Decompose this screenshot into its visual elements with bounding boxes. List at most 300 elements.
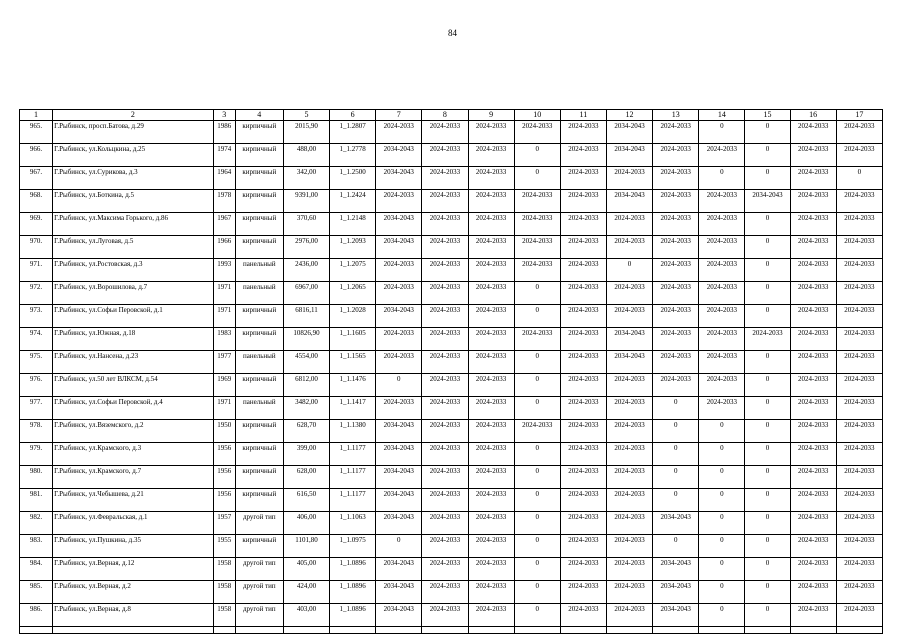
empty-cell bbox=[422, 627, 468, 634]
table-cell: 2024-2033 bbox=[514, 328, 560, 351]
table-cell: 2024-2033 bbox=[422, 512, 468, 535]
table-cell: 0 bbox=[376, 535, 422, 558]
table-row bbox=[20, 466, 883, 489]
table-cell: 1_1.1177 bbox=[330, 466, 376, 489]
table-cell: 2034-2043 bbox=[606, 351, 652, 374]
table-row bbox=[20, 305, 883, 328]
table-row bbox=[20, 374, 883, 397]
address-cell: Г.Рыбинск, ул.Чебышева, д.21 bbox=[53, 489, 214, 512]
table-cell: 0 bbox=[699, 604, 745, 627]
table-cell: 2024-2033 bbox=[468, 512, 514, 535]
table-cell: 0 bbox=[653, 443, 699, 466]
table-cell: 0 bbox=[699, 489, 745, 512]
table-cell: 1_1.2075 bbox=[330, 259, 376, 282]
table-cell: 2024-2033 bbox=[468, 420, 514, 443]
table-cell: 974. bbox=[20, 328, 53, 351]
address-cell: Г.Рыбинск, ул.Южная, д.18 bbox=[53, 328, 214, 351]
table-cell: 1958 bbox=[213, 558, 235, 581]
table-cell: 2024-2033 bbox=[653, 236, 699, 259]
table-cell: 2024-2033 bbox=[836, 535, 882, 558]
table-cell: 9391,00 bbox=[283, 190, 329, 213]
table-cell: 1971 bbox=[213, 282, 235, 305]
table-cell: 2024-2033 bbox=[699, 351, 745, 374]
table-row bbox=[20, 512, 883, 535]
table-cell: 2024-2033 bbox=[560, 466, 606, 489]
table-cell: 984. bbox=[20, 558, 53, 581]
address-cell: Г.Рыбинск, ул.Максима Горького, д.86 bbox=[53, 213, 214, 236]
table-cell: 2024-2033 bbox=[790, 604, 836, 627]
table-cell: 0 bbox=[745, 558, 790, 581]
table-cell: 2024-2033 bbox=[606, 581, 652, 604]
table-cell: 403,00 bbox=[283, 604, 329, 627]
table-cell: 1966 bbox=[213, 236, 235, 259]
table-cell: 2024-2033 bbox=[422, 351, 468, 374]
table-cell: 1_1.1565 bbox=[330, 351, 376, 374]
table-cell: 0 bbox=[514, 397, 560, 420]
table-cell: 2024-2033 bbox=[836, 351, 882, 374]
column-header: 17 bbox=[836, 110, 882, 121]
table-row bbox=[20, 121, 883, 144]
table-cell: 980. bbox=[20, 466, 53, 489]
table-cell: 2024-2033 bbox=[606, 558, 652, 581]
table-cell: 2024-2033 bbox=[422, 190, 468, 213]
table-row bbox=[20, 213, 883, 236]
table-cell: 2024-2033 bbox=[653, 144, 699, 167]
table-cell: 1964 bbox=[213, 167, 235, 190]
table-cell: 2024-2033 bbox=[560, 512, 606, 535]
address-cell: Г.Рыбинск, ул.Луговая, д.5 bbox=[53, 236, 214, 259]
table-cell: 976. bbox=[20, 374, 53, 397]
table-cell: 2024-2033 bbox=[376, 397, 422, 420]
table-cell: 1977 bbox=[213, 351, 235, 374]
table-cell: 0 bbox=[653, 397, 699, 420]
table-cell: 0 bbox=[745, 167, 790, 190]
table-cell: 2024-2033 bbox=[836, 305, 882, 328]
table-cell: 2024-2033 bbox=[653, 259, 699, 282]
table-cell: 2015,90 bbox=[283, 121, 329, 144]
table-cell: 0 bbox=[514, 144, 560, 167]
table-cell: 2024-2033 bbox=[422, 489, 468, 512]
table-cell: 981. bbox=[20, 489, 53, 512]
table-cell: 2024-2033 bbox=[422, 420, 468, 443]
address-cell: Г.Рыбинск, просп.Батова, д.29 bbox=[53, 121, 214, 144]
table-cell: 2024-2033 bbox=[699, 328, 745, 351]
table-cell: 2024-2033 bbox=[836, 282, 882, 305]
table-cell: 2024-2033 bbox=[790, 236, 836, 259]
table-cell: 2024-2033 bbox=[790, 535, 836, 558]
table-cell: 2024-2033 bbox=[790, 351, 836, 374]
table-cell: 2024-2033 bbox=[422, 535, 468, 558]
empty-cell bbox=[653, 627, 699, 634]
table-cell: 2024-2033 bbox=[560, 167, 606, 190]
table-cell: 2024-2033 bbox=[376, 190, 422, 213]
table-cell: 2024-2033 bbox=[699, 397, 745, 420]
table-cell: 0 bbox=[745, 121, 790, 144]
table-cell: 0 bbox=[653, 420, 699, 443]
table-cell: 2024-2033 bbox=[790, 443, 836, 466]
table-cell: 1955 bbox=[213, 535, 235, 558]
table-bottom-spacer bbox=[20, 627, 883, 634]
table-cell: кирпичный bbox=[235, 466, 283, 489]
table-cell: 2024-2033 bbox=[836, 558, 882, 581]
address-cell: Г.Рыбинск, ул.Нансена, д.23 bbox=[53, 351, 214, 374]
table-cell: 2024-2033 bbox=[836, 581, 882, 604]
table-cell: 0 bbox=[514, 512, 560, 535]
column-header: 1 bbox=[20, 110, 53, 121]
table-cell: 1_1.0975 bbox=[330, 535, 376, 558]
table-cell: 2034-2043 bbox=[606, 144, 652, 167]
table-cell: кирпичный bbox=[235, 535, 283, 558]
empty-cell bbox=[836, 627, 882, 634]
table-cell: 0 bbox=[514, 535, 560, 558]
address-cell: Г.Рыбинск, ул.Боткина, д.5 bbox=[53, 190, 214, 213]
address-cell: Г.Рыбинск, ул.Верная, д.12 bbox=[53, 558, 214, 581]
empty-cell bbox=[376, 627, 422, 634]
column-header: 11 bbox=[560, 110, 606, 121]
table-cell: 2024-2033 bbox=[836, 236, 882, 259]
table-cell: 2024-2033 bbox=[606, 420, 652, 443]
table-cell: 2024-2033 bbox=[699, 213, 745, 236]
table-cell: 985. bbox=[20, 581, 53, 604]
table-cell: 1_1.2500 bbox=[330, 167, 376, 190]
empty-cell bbox=[790, 627, 836, 634]
table-cell: 2024-2033 bbox=[606, 305, 652, 328]
table-cell: 0 bbox=[745, 305, 790, 328]
table-cell: 967. bbox=[20, 167, 53, 190]
table-cell: 0 bbox=[699, 443, 745, 466]
table-cell: кирпичный bbox=[235, 213, 283, 236]
table-cell: 2034-2043 bbox=[606, 121, 652, 144]
table-cell: 2024-2033 bbox=[376, 328, 422, 351]
table-row bbox=[20, 558, 883, 581]
table-cell: 2024-2033 bbox=[699, 259, 745, 282]
table-cell: 2034-2043 bbox=[745, 190, 790, 213]
table-cell: 1_1.1177 bbox=[330, 489, 376, 512]
table-cell: 2976,00 bbox=[283, 236, 329, 259]
table-cell: 424,00 bbox=[283, 581, 329, 604]
table-cell: 2024-2033 bbox=[653, 121, 699, 144]
table-cell: 2024-2033 bbox=[422, 328, 468, 351]
table-cell: 2024-2033 bbox=[422, 121, 468, 144]
table-cell: 1958 bbox=[213, 581, 235, 604]
table-cell: 2024-2033 bbox=[560, 558, 606, 581]
table-cell: 2024-2033 bbox=[836, 213, 882, 236]
table-cell: 0 bbox=[514, 489, 560, 512]
table-cell: 969. bbox=[20, 213, 53, 236]
table-cell: 2024-2033 bbox=[422, 259, 468, 282]
table-cell: 1956 bbox=[213, 443, 235, 466]
table-cell: 2024-2033 bbox=[560, 351, 606, 374]
address-cell: Г.Рыбинск, ул.Сурикова, д.3 bbox=[53, 167, 214, 190]
table-cell: 0 bbox=[745, 259, 790, 282]
table-cell: 2024-2033 bbox=[606, 489, 652, 512]
table-row bbox=[20, 420, 883, 443]
table-row bbox=[20, 443, 883, 466]
table-cell: 2034-2043 bbox=[376, 236, 422, 259]
address-cell: Г.Рыбинск, ул.50 лет ВЛКСМ, д.54 bbox=[53, 374, 214, 397]
table-cell: 2024-2033 bbox=[699, 144, 745, 167]
address-cell: Г.Рыбинск, ул.Крамского, д.3 bbox=[53, 443, 214, 466]
table-cell: 2024-2033 bbox=[560, 420, 606, 443]
table-cell: 2024-2033 bbox=[376, 351, 422, 374]
table-cell: 2024-2033 bbox=[790, 282, 836, 305]
table-cell: 2024-2033 bbox=[422, 443, 468, 466]
table-row bbox=[20, 167, 883, 190]
table-cell: 2024-2033 bbox=[560, 604, 606, 627]
table-cell: 2024-2033 bbox=[560, 443, 606, 466]
table-cell: 2024-2033 bbox=[468, 190, 514, 213]
table-cell: 2024-2033 bbox=[376, 121, 422, 144]
table-cell: 1983 bbox=[213, 328, 235, 351]
table-cell: 0 bbox=[699, 167, 745, 190]
table-row bbox=[20, 282, 883, 305]
table-cell: 2024-2033 bbox=[560, 190, 606, 213]
table-cell: 10826,90 bbox=[283, 328, 329, 351]
table-cell: 2024-2033 bbox=[560, 581, 606, 604]
table-cell: 2024-2033 bbox=[514, 420, 560, 443]
table-cell: 0 bbox=[745, 374, 790, 397]
column-header: 10 bbox=[514, 110, 560, 121]
table-cell: 2024-2033 bbox=[699, 374, 745, 397]
table-cell: 2024-2033 bbox=[422, 213, 468, 236]
empty-cell bbox=[213, 627, 235, 634]
table-cell: 2024-2033 bbox=[514, 213, 560, 236]
table-cell: 1974 bbox=[213, 144, 235, 167]
table-cell: 2024-2033 bbox=[422, 167, 468, 190]
table-cell: 1_1.0896 bbox=[330, 581, 376, 604]
table-cell: 2024-2033 bbox=[606, 374, 652, 397]
table-cell: 1_1.1380 bbox=[330, 420, 376, 443]
table-cell: 2024-2033 bbox=[468, 558, 514, 581]
table-cell: 2024-2033 bbox=[836, 443, 882, 466]
table-cell: 0 bbox=[745, 144, 790, 167]
table-cell: 0 bbox=[745, 282, 790, 305]
table-cell: 2024-2033 bbox=[560, 489, 606, 512]
empty-cell bbox=[20, 627, 53, 634]
table-cell: 0 bbox=[514, 351, 560, 374]
table-cell: 2024-2033 bbox=[422, 144, 468, 167]
table-cell: 2024-2033 bbox=[653, 190, 699, 213]
table-cell: 1978 bbox=[213, 190, 235, 213]
empty-cell bbox=[468, 627, 514, 634]
table-cell: 488,00 bbox=[283, 144, 329, 167]
table-cell: 6816,11 bbox=[283, 305, 329, 328]
table-cell: 982. bbox=[20, 512, 53, 535]
table-cell: 0 bbox=[699, 420, 745, 443]
table-cell: 0 bbox=[745, 489, 790, 512]
column-header: 2 bbox=[53, 110, 214, 121]
empty-cell bbox=[560, 627, 606, 634]
table-cell: 0 bbox=[606, 259, 652, 282]
empty-cell bbox=[53, 627, 214, 634]
table-cell: 977. bbox=[20, 397, 53, 420]
table-cell: 1_1.2148 bbox=[330, 213, 376, 236]
table-cell: 2024-2033 bbox=[468, 489, 514, 512]
table-cell: 0 bbox=[514, 581, 560, 604]
table-cell: 2024-2033 bbox=[653, 328, 699, 351]
table-cell: 2034-2043 bbox=[606, 328, 652, 351]
table-cell: 0 bbox=[514, 558, 560, 581]
table-cell: 2024-2033 bbox=[560, 397, 606, 420]
table-cell: 2024-2033 bbox=[606, 282, 652, 305]
column-header: 12 bbox=[606, 110, 652, 121]
table-cell: 2024-2033 bbox=[560, 213, 606, 236]
table-cell: 2024-2033 bbox=[653, 282, 699, 305]
table-cell: 2034-2043 bbox=[376, 167, 422, 190]
table-cell: 616,50 bbox=[283, 489, 329, 512]
table-row bbox=[20, 236, 883, 259]
table-cell: 1_1.0896 bbox=[330, 604, 376, 627]
table-cell: 2024-2033 bbox=[514, 236, 560, 259]
table-cell: 2024-2033 bbox=[468, 351, 514, 374]
table-cell: 0 bbox=[745, 213, 790, 236]
table-cell: 628,00 bbox=[283, 466, 329, 489]
column-header: 4 bbox=[235, 110, 283, 121]
empty-cell bbox=[235, 627, 283, 634]
table-row bbox=[20, 259, 883, 282]
table-row bbox=[20, 144, 883, 167]
empty-cell bbox=[330, 627, 376, 634]
table-cell: 2024-2033 bbox=[606, 167, 652, 190]
table-cell: 2024-2033 bbox=[790, 466, 836, 489]
table-cell: 1_1.2028 bbox=[330, 305, 376, 328]
table-cell: 972. bbox=[20, 282, 53, 305]
table-cell: 0 bbox=[836, 167, 882, 190]
table-cell: кирпичный bbox=[235, 121, 283, 144]
table-cell: кирпичный bbox=[235, 328, 283, 351]
table-cell: 2024-2033 bbox=[468, 397, 514, 420]
table-cell: 2034-2043 bbox=[376, 420, 422, 443]
table-cell: 0 bbox=[514, 305, 560, 328]
table-cell: 0 bbox=[699, 466, 745, 489]
table-cell: 0 bbox=[653, 489, 699, 512]
table-cell: 975. bbox=[20, 351, 53, 374]
table-cell: 1_1.0896 bbox=[330, 558, 376, 581]
table-cell: 2024-2033 bbox=[560, 374, 606, 397]
table-cell: 406,00 bbox=[283, 512, 329, 535]
table-cell: 0 bbox=[699, 512, 745, 535]
table-cell: 2024-2033 bbox=[468, 604, 514, 627]
address-cell: Г.Рыбинск, ул.Февральская, д.1 bbox=[53, 512, 214, 535]
table-cell: 2024-2033 bbox=[836, 374, 882, 397]
table-cell: 0 bbox=[514, 443, 560, 466]
table-cell: 2024-2033 bbox=[653, 213, 699, 236]
table-cell: 2024-2033 bbox=[653, 351, 699, 374]
table-cell: 3482,00 bbox=[283, 397, 329, 420]
table-cell: 1986 bbox=[213, 121, 235, 144]
column-header: 16 bbox=[790, 110, 836, 121]
table-cell: 2024-2033 bbox=[422, 305, 468, 328]
table-cell: 2024-2033 bbox=[836, 397, 882, 420]
column-header: 8 bbox=[422, 110, 468, 121]
table-cell: 1_1.2424 bbox=[330, 190, 376, 213]
table-cell: 2024-2033 bbox=[422, 236, 468, 259]
table-cell: 0 bbox=[699, 121, 745, 144]
table-cell: 2024-2033 bbox=[606, 236, 652, 259]
table-cell: 965. bbox=[20, 121, 53, 144]
table-cell: 1956 bbox=[213, 489, 235, 512]
table-cell: кирпичный bbox=[235, 190, 283, 213]
table-cell: 2024-2033 bbox=[560, 259, 606, 282]
table-cell: 2024-2033 bbox=[422, 374, 468, 397]
table-cell: 2024-2033 bbox=[606, 397, 652, 420]
table-cell: панельный bbox=[235, 259, 283, 282]
table-cell: 2024-2033 bbox=[836, 489, 882, 512]
table-cell: 2024-2033 bbox=[836, 121, 882, 144]
table-cell: 2024-2033 bbox=[468, 144, 514, 167]
table-cell: 2024-2033 bbox=[468, 581, 514, 604]
table-cell: 0 bbox=[745, 397, 790, 420]
table-cell: другой тип bbox=[235, 581, 283, 604]
column-header: 13 bbox=[653, 110, 699, 121]
table-cell: 2024-2033 bbox=[836, 466, 882, 489]
table-cell: 1958 bbox=[213, 604, 235, 627]
table-cell: 6812,00 bbox=[283, 374, 329, 397]
table-cell: 0 bbox=[745, 443, 790, 466]
empty-cell bbox=[514, 627, 560, 634]
table-cell: 0 bbox=[514, 167, 560, 190]
table-cell: 628,70 bbox=[283, 420, 329, 443]
header-row bbox=[20, 110, 883, 121]
table-cell: 2024-2033 bbox=[836, 190, 882, 213]
table-cell: 2034-2043 bbox=[376, 443, 422, 466]
table-cell: 2024-2033 bbox=[468, 121, 514, 144]
table-cell: 2024-2033 bbox=[653, 305, 699, 328]
table-cell: кирпичный bbox=[235, 420, 283, 443]
table-cell: 0 bbox=[745, 581, 790, 604]
table-cell: 2024-2033 bbox=[468, 213, 514, 236]
table-cell: другой тип bbox=[235, 558, 283, 581]
address-cell: Г.Рыбинск, ул.Софьи Перовской, д.4 bbox=[53, 397, 214, 420]
table-cell: 2024-2033 bbox=[699, 236, 745, 259]
table-cell: 2024-2033 bbox=[468, 466, 514, 489]
table-cell: 2034-2043 bbox=[376, 144, 422, 167]
table-cell: 2024-2033 bbox=[560, 144, 606, 167]
table-cell: 2024-2033 bbox=[468, 167, 514, 190]
table-cell: кирпичный bbox=[235, 489, 283, 512]
table-row bbox=[20, 604, 883, 627]
table-cell: 0 bbox=[745, 604, 790, 627]
table-cell: 2024-2033 bbox=[790, 144, 836, 167]
table-cell: 2024-2033 bbox=[699, 282, 745, 305]
table-cell: 2024-2033 bbox=[514, 190, 560, 213]
table-cell: 2024-2033 bbox=[514, 121, 560, 144]
table-cell: кирпичный bbox=[235, 443, 283, 466]
table-cell: 2034-2043 bbox=[376, 581, 422, 604]
table-cell: 983. bbox=[20, 535, 53, 558]
table-cell: 2034-2043 bbox=[606, 190, 652, 213]
table-cell: 2024-2033 bbox=[836, 144, 882, 167]
column-header: 5 bbox=[283, 110, 329, 121]
table-cell: 2024-2033 bbox=[422, 581, 468, 604]
table-cell: 1101,80 bbox=[283, 535, 329, 558]
table-cell: 2024-2033 bbox=[560, 236, 606, 259]
table-cell: 2034-2043 bbox=[653, 604, 699, 627]
table-row bbox=[20, 489, 883, 512]
table-cell: 2024-2033 bbox=[468, 259, 514, 282]
table-cell: 0 bbox=[745, 466, 790, 489]
table-cell: 0 bbox=[745, 236, 790, 259]
table-cell: 2024-2033 bbox=[653, 167, 699, 190]
table-cell: 1957 bbox=[213, 512, 235, 535]
column-header: 7 bbox=[376, 110, 422, 121]
table-cell: 1_1.1476 bbox=[330, 374, 376, 397]
empty-cell bbox=[283, 627, 329, 634]
table-row bbox=[20, 581, 883, 604]
table-cell: 1969 bbox=[213, 374, 235, 397]
empty-cell bbox=[699, 627, 745, 634]
table-cell: 1956 bbox=[213, 466, 235, 489]
